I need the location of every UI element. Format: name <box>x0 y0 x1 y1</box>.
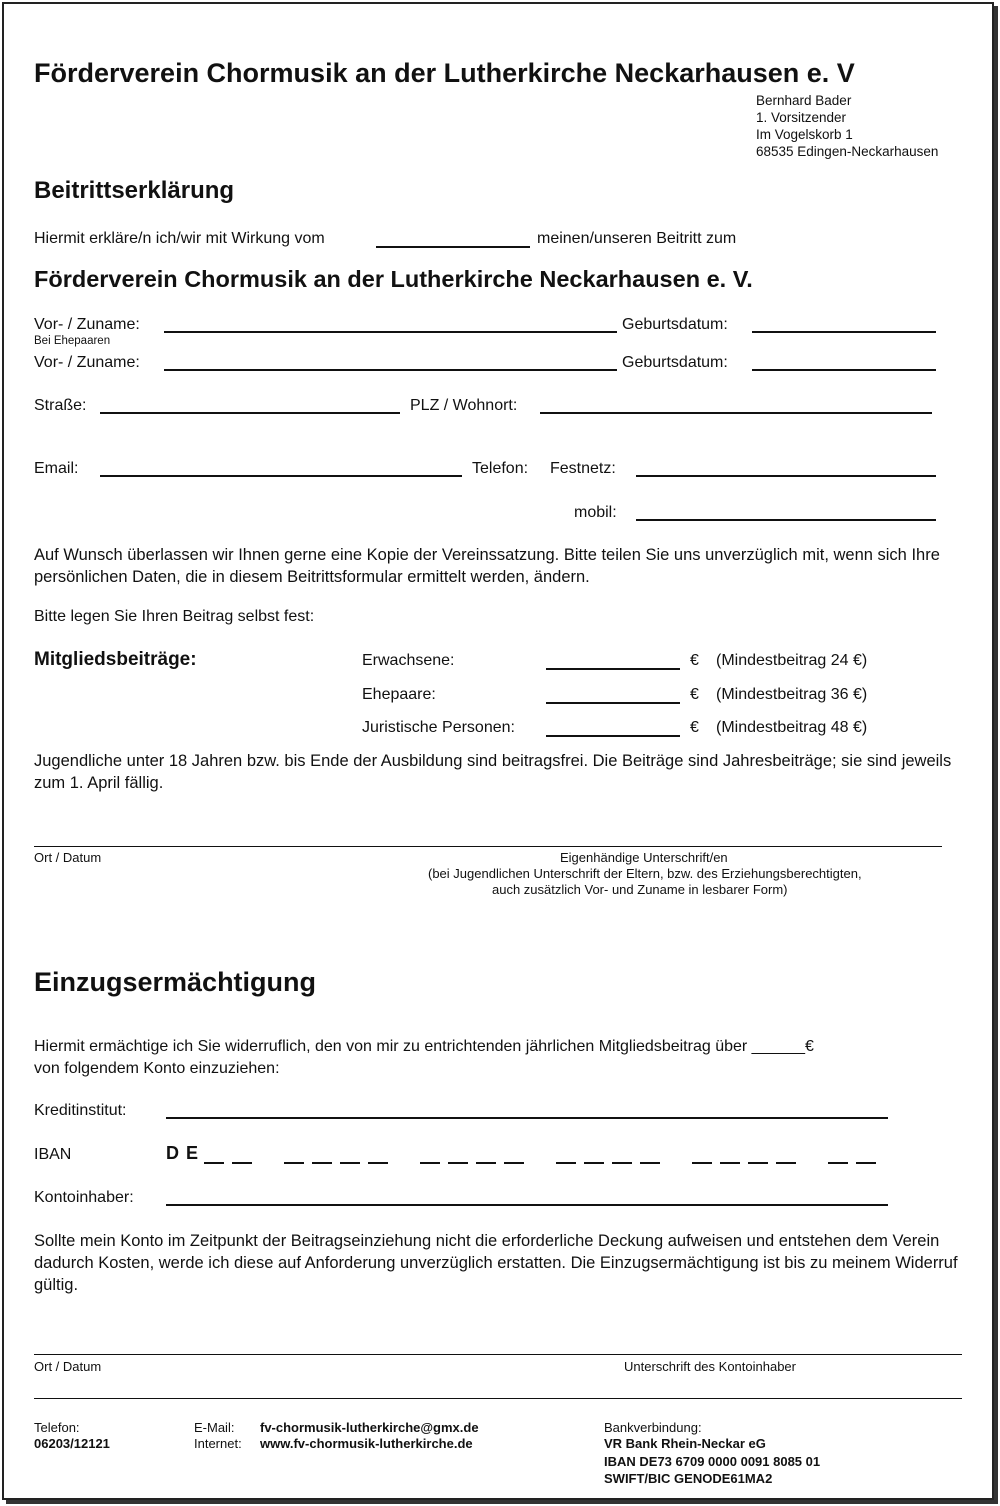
fee-min-adults: (Mindestbeitrag 24 €) <box>716 652 868 669</box>
privacy-text: Auf Wunsch überlassen wir Ihnen gerne eine Kopie der Vereinssatzung. Bitte teilen Sie uns unverzüglich mit, wenn sich Ihre persönlichen Daten, die in diesem Beitrittsformular ermittelt werden, ändern. <box>34 546 940 586</box>
iban-label: IBAN <box>34 1146 72 1163</box>
start-date-field[interactable] <box>376 246 530 248</box>
footer-bank-label: Bankverbindung: <box>604 1420 702 1435</box>
name-label: Vor- / Zuname: <box>34 316 140 333</box>
fee-label-couples: Ehepaare: <box>362 686 436 703</box>
email-label: Email: <box>34 460 79 477</box>
mobile-label: mobil: <box>574 504 617 521</box>
org-name: Förderverein Chormusik an der Lutherkirche Neckarhausen e. V. <box>34 266 753 292</box>
landline-field[interactable] <box>636 475 936 477</box>
footer-divider <box>34 1398 962 1399</box>
mobile-field[interactable] <box>636 519 936 521</box>
address-line: 1. Vorsitzender <box>756 110 847 125</box>
footer-iban: IBAN DE73 6709 0000 0091 8085 01 <box>604 1454 821 1469</box>
street-label: Straße: <box>34 397 87 414</box>
address-line: 68535 Edingen-Neckarhausen <box>756 144 939 159</box>
name-field-2[interactable] <box>164 369 617 371</box>
fee-field-adults[interactable] <box>546 668 680 670</box>
fee-min-couples: (Mindestbeitrag 36 €) <box>716 686 868 703</box>
holder-field[interactable] <box>166 1204 888 1206</box>
fee-prompt: Bitte legen Sie Ihren Beitrag selbst fest: <box>34 608 315 625</box>
membership-heading: Beitrittserklärung <box>34 177 235 204</box>
signature-line[interactable] <box>34 846 942 847</box>
fee-label-adults: Erwachsene: <box>362 652 455 669</box>
footer-bic: SWIFT/BIC GENODE61MA2 <box>604 1471 773 1486</box>
intro-end: meinen/unseren Beitritt zum <box>537 230 737 247</box>
org-title: Förderverein Chormusik an der Lutherkirche Neckarhausen e. V <box>34 58 855 88</box>
signature-label: Eigenhändige Unterschrift/en <box>560 850 728 865</box>
bank-label: Kreditinstitut: <box>34 1102 127 1119</box>
fee-label-legal: Juristische Personen: <box>362 719 515 736</box>
signature-note: (bei Jugendlichen Unterschrift der Eltern, bzw. des Erziehungsberechtigten, <box>428 866 862 881</box>
couples-note: Bei Ehepaaren <box>34 335 111 347</box>
footer-phone: 06203/12121 <box>34 1436 110 1451</box>
mandate-text: Hiermit ermächtige ich Sie widerruflich, den von mir zu entrichtenden jährlichen Mitgliedsbeitrag über ______€ <box>34 1038 814 1055</box>
coverage-text: Sollte mein Konto im Zeitpunkt der Beitragseinziehung nicht die erforderliche Deckung aufweisen und entstehen dem Verein dadurch Kosten, werde ich diese auf Anforderung unverzüglich erstatten. Die Einzugsermächtigung ist bis zu meinem Widerruf gültig. <box>34 1232 958 1294</box>
fee-field-legal[interactable] <box>546 735 680 737</box>
signature-note: auch zusätzlich Vor- und Zuname in lesbarer Form) <box>492 882 788 897</box>
footer-bank-name: VR Bank Rhein-Neckar eG <box>604 1436 766 1451</box>
birth-field-2[interactable] <box>752 369 936 371</box>
footer-email[interactable]: fv-chormusik-lutherkirche@gmx.de <box>260 1420 479 1435</box>
place-date-label: Ort / Datum <box>34 850 102 865</box>
currency-symbol: € <box>690 652 699 669</box>
footer-email-label: E-Mail: <box>194 1420 235 1435</box>
fees-heading: Mitgliedsbeiträge: <box>34 649 197 670</box>
iban-prefix: D E <box>166 1143 200 1163</box>
youth-text: Jugendliche unter 18 Jahren bzw. bis Ende der Ausbildung sind beitragsfrei. Die Beiträge sind Jahresbeiträge; sie sind jeweils zum 1. April fällig. <box>34 752 952 792</box>
landline-label: Festnetz: <box>550 460 616 477</box>
email-field[interactable] <box>100 475 462 477</box>
address-line: Bernhard Bader <box>756 93 852 108</box>
birth-label-2: Geburtsdatum: <box>622 354 728 371</box>
bank-field[interactable] <box>166 1117 888 1119</box>
mandate-signature-line[interactable] <box>34 1354 962 1355</box>
birth-field[interactable] <box>752 331 936 333</box>
birth-label: Geburtsdatum: <box>622 316 728 333</box>
fee-field-couples[interactable] <box>546 702 680 704</box>
street-field[interactable] <box>100 412 400 414</box>
footer-internet[interactable]: www.fv-chormusik-lutherkirche.de <box>260 1436 473 1451</box>
holder-signature-label: Unterschrift des Kontoinhaber <box>624 1359 796 1374</box>
mandate-text: von folgendem Konto einzuziehen: <box>34 1060 280 1077</box>
address-line: Im Vogelskorb 1 <box>756 127 853 142</box>
footer-internet-label: Internet: <box>194 1436 242 1451</box>
mandate-place-date: Ort / Datum <box>34 1359 102 1374</box>
intro-start: Hiermit erkläre/n ich/wir mit Wirkung vom <box>34 230 325 247</box>
mandate-heading: Einzugsermächtigung <box>34 967 317 997</box>
currency-symbol: € <box>690 686 699 703</box>
address-block <box>756 92 938 160</box>
zip-city-field[interactable] <box>540 412 932 414</box>
name-field[interactable] <box>164 331 617 333</box>
zip-label: PLZ / Wohnort: <box>410 397 518 414</box>
form-page <box>2 2 994 1500</box>
footer-phone-label: Telefon: <box>34 1420 80 1435</box>
holder-label: Kontoinhaber: <box>34 1189 134 1206</box>
fee-min-legal: (Mindestbeitrag 48 €) <box>716 719 868 736</box>
phone-label: Telefon: <box>472 460 529 477</box>
name-label-2: Vor- / Zuname: <box>34 354 140 371</box>
currency-symbol: € <box>690 719 699 736</box>
